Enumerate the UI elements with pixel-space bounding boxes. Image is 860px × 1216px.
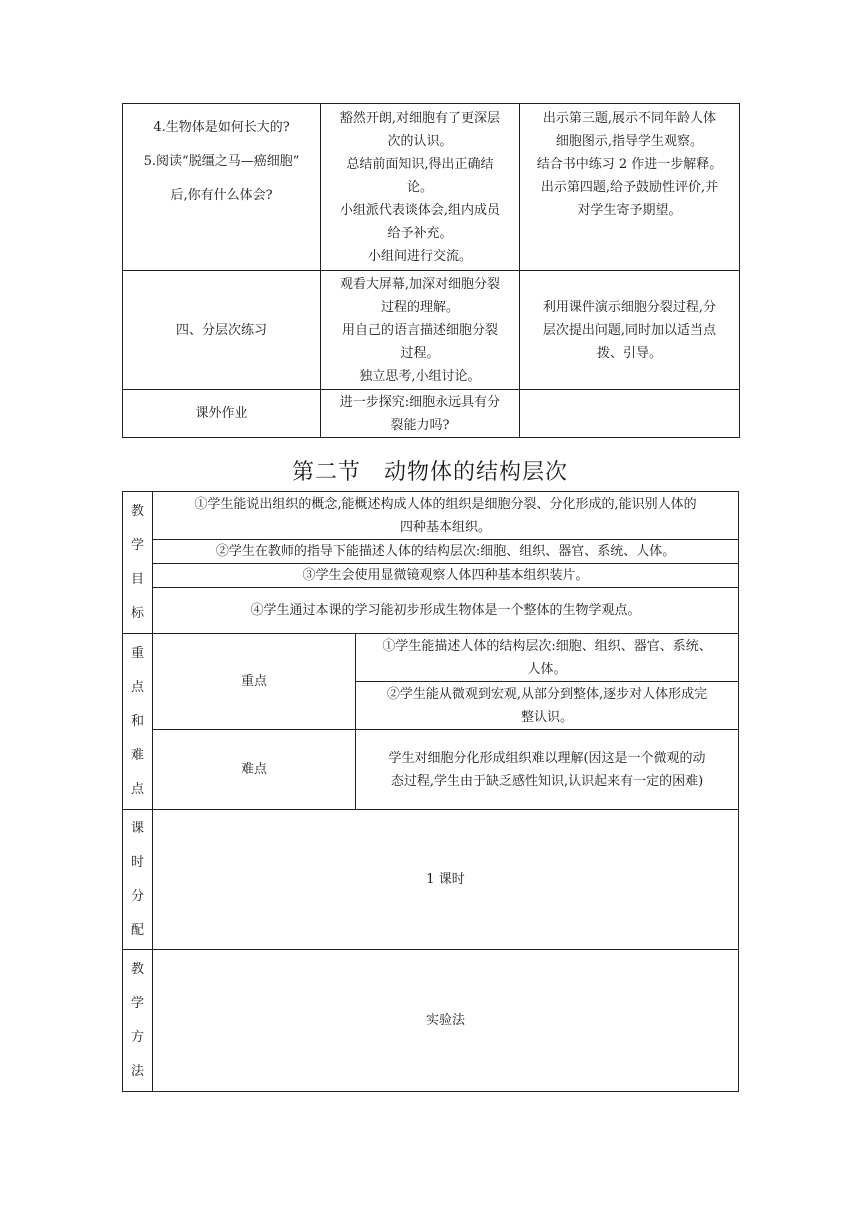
key-point-row xyxy=(123,634,739,682)
text-line: 给予补充。 xyxy=(387,226,453,241)
teaching-method-value: 实验法 xyxy=(153,950,739,1092)
text-line: 裂能力吗? xyxy=(390,417,450,433)
text-line: 出示第三题,展示不同年龄人体 xyxy=(542,111,717,126)
text-line: 观看大屏幕,加深对细胞分裂 xyxy=(339,276,501,292)
objective-row xyxy=(123,492,739,540)
difficult-point-row xyxy=(123,730,739,810)
lesson-plan-table xyxy=(122,491,739,1092)
key-difficult-label: 重 点 和 难 点 xyxy=(123,634,153,810)
table-row xyxy=(123,104,740,271)
activity-cell xyxy=(123,104,321,271)
text-line: 次的认识。 xyxy=(387,134,453,149)
text-line: 小组派代表谈体会,组内成员 xyxy=(339,203,501,218)
text-line: 4.生物体是如何长大的? xyxy=(153,120,290,135)
text-line: 豁然开朗,对细胞有了更深层 xyxy=(339,111,501,126)
section-title: 第二节 动物体的结构层次 xyxy=(291,460,568,485)
text-line: 用自己的语言描述细胞分裂 xyxy=(341,322,498,338)
key-point-item: ①学生能描述人体的结构层次:细胞、组织、器官、系统、 人体。 xyxy=(356,634,739,682)
table-row xyxy=(123,271,740,390)
objective-row xyxy=(123,540,739,564)
key-point-label: 重点 xyxy=(153,634,356,730)
text-line: 细胞图示,指导学生观察。 xyxy=(555,134,704,149)
class-hours-value: 1 课时 xyxy=(153,810,739,950)
text-line: 层次提出问题,同时加以适当点 xyxy=(542,322,717,338)
text-line: 过程。 xyxy=(400,345,440,361)
text-line: 独立思考,小组讨论。 xyxy=(359,368,481,384)
text-line: 总结前面知识,得出正确结 xyxy=(346,157,494,172)
text-line: 论。 xyxy=(406,180,433,195)
objectives-label: 教 学 目 标 xyxy=(123,492,153,634)
teacher-activity-cell xyxy=(520,271,740,390)
text-line: 对学生寄予期望。 xyxy=(577,203,682,218)
text-line: 课外作业 xyxy=(195,406,248,421)
activity-cell xyxy=(123,271,321,390)
text-line: 出示第四题,给予鼓励性评价,并 xyxy=(540,180,719,195)
objective-row xyxy=(123,564,739,588)
difficult-point-label: 难点 xyxy=(153,730,356,810)
teacher-activity-cell xyxy=(520,104,740,271)
objective-item: ②学生在教师的指导下能描述人体的结构层次:细胞、组织、器官、系统、人体。 xyxy=(153,540,739,564)
teaching-method-row xyxy=(123,950,739,1092)
table-row xyxy=(123,390,740,438)
key-point-item: ②学生能从微观到宏观,从部分到整体,逐步对人体形成完 整认识。 xyxy=(356,682,739,730)
student-activity-cell xyxy=(321,390,520,438)
teacher-activity-cell xyxy=(520,390,740,438)
text-line: 四、分层次练习 xyxy=(175,322,267,338)
student-activity-cell xyxy=(321,104,520,271)
teaching-method-label: 教 学 方 法 xyxy=(123,950,153,1092)
class-hours-label: 课 时 分 配 xyxy=(123,810,153,950)
text-line: 进一步探究:细胞永远具有分 xyxy=(339,394,501,410)
text-line: 5.阅读“脱缰之马—癌细胞” xyxy=(143,154,300,169)
text-line: 拨、引导。 xyxy=(596,345,662,361)
difficult-point-text: 学生对细胞分化形成组织难以理解(因这是一个微观的动 态过程,学生由于缺乏感性知识,认识起来有一定的困难) xyxy=(356,730,739,810)
text-line: 过程的理解。 xyxy=(380,299,459,315)
text-line: 小组间进行交流。 xyxy=(367,249,472,264)
text-line: 结合书中练习 2 作进一步解释。 xyxy=(536,157,723,172)
lesson-process-table xyxy=(122,103,740,438)
objective-item: ④学生通过本课的学习能初步形成生物体是一个整体的生物学观点。 xyxy=(153,588,739,634)
objective-item: ①学生能说出组织的概念,能概述构成人体的组织是细胞分裂、分化形成的,能识别人体的 四种基本组织。 xyxy=(153,492,739,540)
objective-item: ③学生会使用显微镜观察人体四种基本组织装片。 xyxy=(153,564,739,588)
text-line: 后,你有什么体会? xyxy=(170,188,273,203)
class-hours-row xyxy=(123,810,739,950)
student-activity-cell xyxy=(321,271,520,390)
activity-cell xyxy=(123,390,321,438)
text-line: 利用课件演示细胞分裂过程,分 xyxy=(542,299,717,315)
objective-row xyxy=(123,588,739,634)
